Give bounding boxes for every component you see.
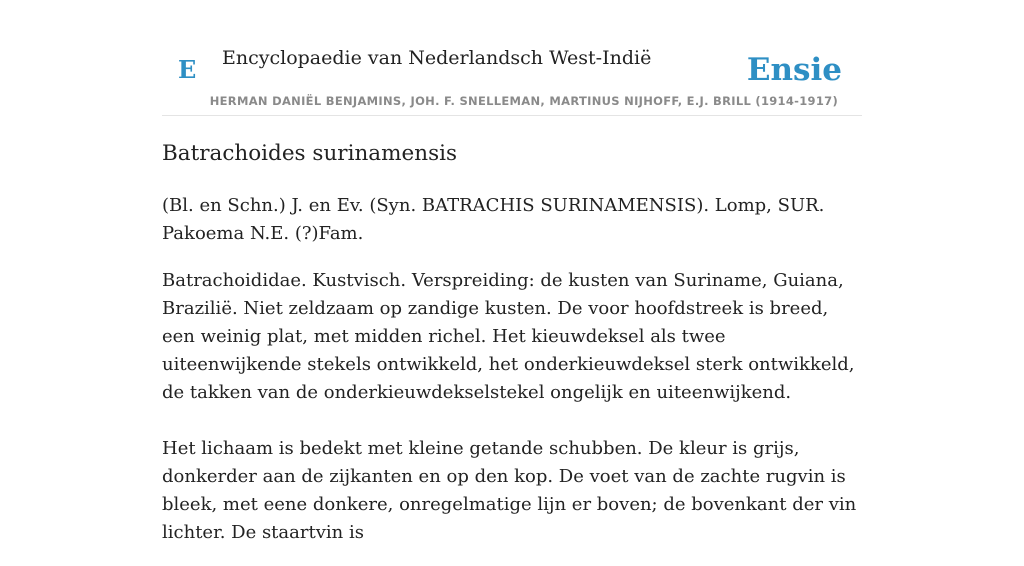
article-paragraph: Het lichaam is bedekt met kleine getande schubben. De kleur is grijs, donkerder aan de zijkanten en op den kop. De voet van de zachte rugvin is bleek, met eene donkere, onregelmatige lijn er boven; de bovenkant der vin lichter. De staartvin is [162, 438, 857, 543]
publication-authors: HERMAN DANIËL BENJAMINS, JOH. F. SNELLEMAN, MARTINUS NIJHOFF, E.J. BRILL (1914-1917) [209, 94, 838, 108]
article-paragraph: Batrachoididae. Kustvisch. Verspreiding: de kusten van Suriname, Guiana, Brazilië. Niet zeldzaam op zandige kusten. De voor hoofdstreek is breed, een weinig plat, met midden richel. Het kieuwdeksel als twee uiteenwijkende stekels ontwikkeld, het onderkieuwdeksel sterk ontwikkeld, de takken van de onderkieuwdekselstekel ongelijk en uiteenwijkend. [162, 270, 855, 403]
publication-logo[interactable]: E [178, 55, 197, 84]
article [162, 138, 862, 566]
header-divider [162, 115, 862, 116]
article-title: Batrachoides surinamensis [162, 141, 458, 166]
article-paragraph: (Bl. en Schn.) J. en Ev. (Syn. BATRACHIS SURINAMENSIS). Lomp, SUR. Pakoema N.E. (?)Fam. [162, 195, 825, 244]
brand-logo[interactable]: Ensie [746, 52, 842, 88]
publication-title[interactable]: Encyclopaedie van Nederlandsch West-Indië [222, 47, 652, 69]
